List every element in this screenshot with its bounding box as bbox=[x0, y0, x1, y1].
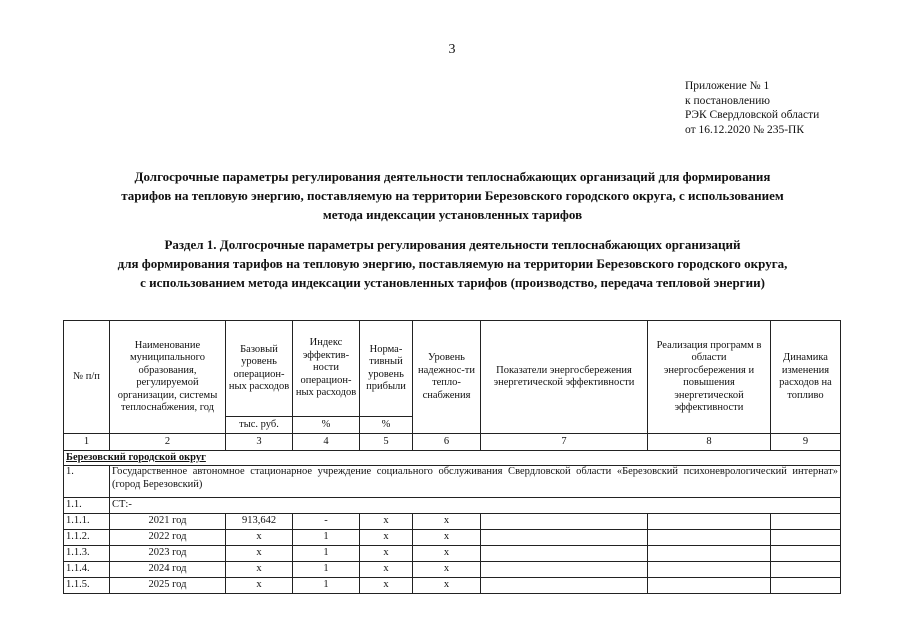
header-cell-fuel-dynamics: Динамика изменения расходов на топливо bbox=[771, 321, 841, 434]
column-number-row bbox=[64, 434, 841, 451]
header-cell-programs: Реализация программ в области энергосбережения и повышения энергетической эффективности bbox=[648, 321, 771, 434]
row-year: 2021 год bbox=[110, 514, 226, 530]
appendix-line: к постановлению bbox=[685, 94, 770, 107]
row-efficiency-index: - bbox=[293, 514, 360, 530]
header-cell-base-level: Базовый уровень операцион-ных расходов bbox=[226, 321, 293, 417]
table-row bbox=[64, 514, 841, 530]
row-profit-level: х bbox=[360, 562, 413, 578]
header-cell-efficiency-index: Индекс эффектив-ности операцион-ных расходов bbox=[293, 321, 360, 417]
org-number: 1. bbox=[64, 466, 110, 498]
document-title bbox=[40, 167, 865, 224]
unit-cell: % bbox=[360, 417, 413, 434]
org-name: Государственное автономное стационарное учреждение социального обслуживания Свердловской области «Березовский психоневрологический интернат» (город Березовский) bbox=[110, 466, 841, 498]
system-name: СТ:- bbox=[110, 498, 841, 514]
column-number: 1 bbox=[64, 434, 110, 451]
system-number: 1.1. bbox=[64, 498, 110, 514]
appendix-line: Приложение № 1 bbox=[685, 80, 770, 92]
row-reliability: х bbox=[413, 530, 481, 546]
header-cell-reliability: Уровень надежнос-ти тепло-снабжения bbox=[413, 321, 481, 434]
row-base-level: 913,642 bbox=[226, 514, 293, 530]
row-programs bbox=[648, 530, 771, 546]
row-base-level: х bbox=[226, 530, 293, 546]
row-year: 2025 год bbox=[110, 578, 226, 594]
row-fuel-dynamics bbox=[771, 562, 841, 578]
row-fuel-dynamics bbox=[771, 514, 841, 530]
row-base-level: х bbox=[226, 546, 293, 562]
row-fuel-dynamics bbox=[771, 546, 841, 562]
row-reliability: х bbox=[413, 562, 481, 578]
row-energy-saving bbox=[481, 578, 648, 594]
section-title bbox=[40, 235, 865, 292]
header-cell-energy-saving: Показатели энергосбережения энергетической эффективности bbox=[481, 321, 648, 434]
row-fuel-dynamics bbox=[771, 530, 841, 546]
row-programs bbox=[648, 546, 771, 562]
row-programs bbox=[648, 578, 771, 594]
appendix-line: РЭК Свердловской области bbox=[685, 109, 820, 122]
column-number: 6 bbox=[413, 434, 481, 451]
title-line: метода индексации установленных тарифов bbox=[322, 207, 583, 222]
column-number: 3 bbox=[226, 434, 293, 451]
row-year: 2022 год bbox=[110, 530, 226, 546]
row-number: 1.1.2. bbox=[64, 530, 110, 546]
parameters-table bbox=[63, 320, 841, 594]
row-efficiency-index: 1 bbox=[293, 562, 360, 578]
section-title-line: для формирования тарифов на тепловую энергию, поставляемую на территории Березовского городского округа, bbox=[117, 256, 788, 271]
row-fuel-dynamics bbox=[771, 578, 841, 594]
row-efficiency-index: 1 bbox=[293, 578, 360, 594]
row-number: 1.1.4. bbox=[64, 562, 110, 578]
row-reliability: х bbox=[413, 578, 481, 594]
row-reliability: х bbox=[413, 514, 481, 530]
table-row bbox=[64, 546, 841, 562]
organization-row bbox=[64, 466, 841, 498]
district-row bbox=[64, 451, 841, 466]
header-cell-number: № п/п bbox=[64, 321, 110, 434]
row-energy-saving bbox=[481, 530, 648, 546]
table-row bbox=[64, 562, 841, 578]
table-row bbox=[64, 578, 841, 594]
row-base-level: х bbox=[226, 578, 293, 594]
column-number: 9 bbox=[771, 434, 841, 451]
row-profit-level: х bbox=[360, 578, 413, 594]
header-cell-name: Наименование муниципального образования, регулируемой организации, системы теплоснабжения, год bbox=[110, 321, 226, 434]
row-energy-saving bbox=[481, 562, 648, 578]
row-profit-level: х bbox=[360, 514, 413, 530]
row-energy-saving bbox=[481, 546, 648, 562]
header-row bbox=[64, 321, 841, 417]
row-efficiency-index: 1 bbox=[293, 546, 360, 562]
row-profit-level: х bbox=[360, 546, 413, 562]
column-number: 8 bbox=[648, 434, 771, 451]
unit-cell: % bbox=[293, 417, 360, 434]
section-title-line: с использованием метода индексации установленных тарифов (производство, передача тепловой энергии) bbox=[140, 275, 765, 290]
row-year: 2024 год bbox=[110, 562, 226, 578]
row-year: 2023 год bbox=[110, 546, 226, 562]
title-line: Долгосрочные параметры регулирования деятельности теплоснабжающих организаций для формирования bbox=[134, 169, 771, 184]
row-energy-saving bbox=[481, 514, 648, 530]
column-number: 7 bbox=[481, 434, 648, 451]
row-reliability: х bbox=[413, 546, 481, 562]
appendix-note bbox=[685, 79, 819, 137]
unit-cell: тыс. руб. bbox=[226, 417, 293, 434]
row-programs bbox=[648, 514, 771, 530]
row-number: 1.1.3. bbox=[64, 546, 110, 562]
column-number: 4 bbox=[293, 434, 360, 451]
title-line: тарифов на тепловую энергию, поставляемую на территории Березовского городского округа, с использованием bbox=[121, 188, 784, 203]
row-number: 1.1.1. bbox=[64, 514, 110, 530]
column-number: 5 bbox=[360, 434, 413, 451]
row-programs bbox=[648, 562, 771, 578]
appendix-line: от 16.12.2020 № 235-ПК bbox=[685, 123, 805, 136]
row-efficiency-index: 1 bbox=[293, 530, 360, 546]
table-row bbox=[64, 530, 841, 546]
row-number: 1.1.5. bbox=[64, 578, 110, 594]
header-cell-profit-level: Норма-тивный уровень прибыли bbox=[360, 321, 413, 417]
system-row bbox=[64, 498, 841, 514]
column-number: 2 bbox=[110, 434, 226, 451]
row-profit-level: х bbox=[360, 530, 413, 546]
district-name: Березовский городской округ bbox=[64, 451, 841, 466]
row-base-level: х bbox=[226, 562, 293, 578]
section-title-line: Раздел 1. Долгосрочные параметры регулирования деятельности теплоснабжающих организаций bbox=[164, 237, 741, 252]
page-number: 3 bbox=[448, 42, 456, 57]
